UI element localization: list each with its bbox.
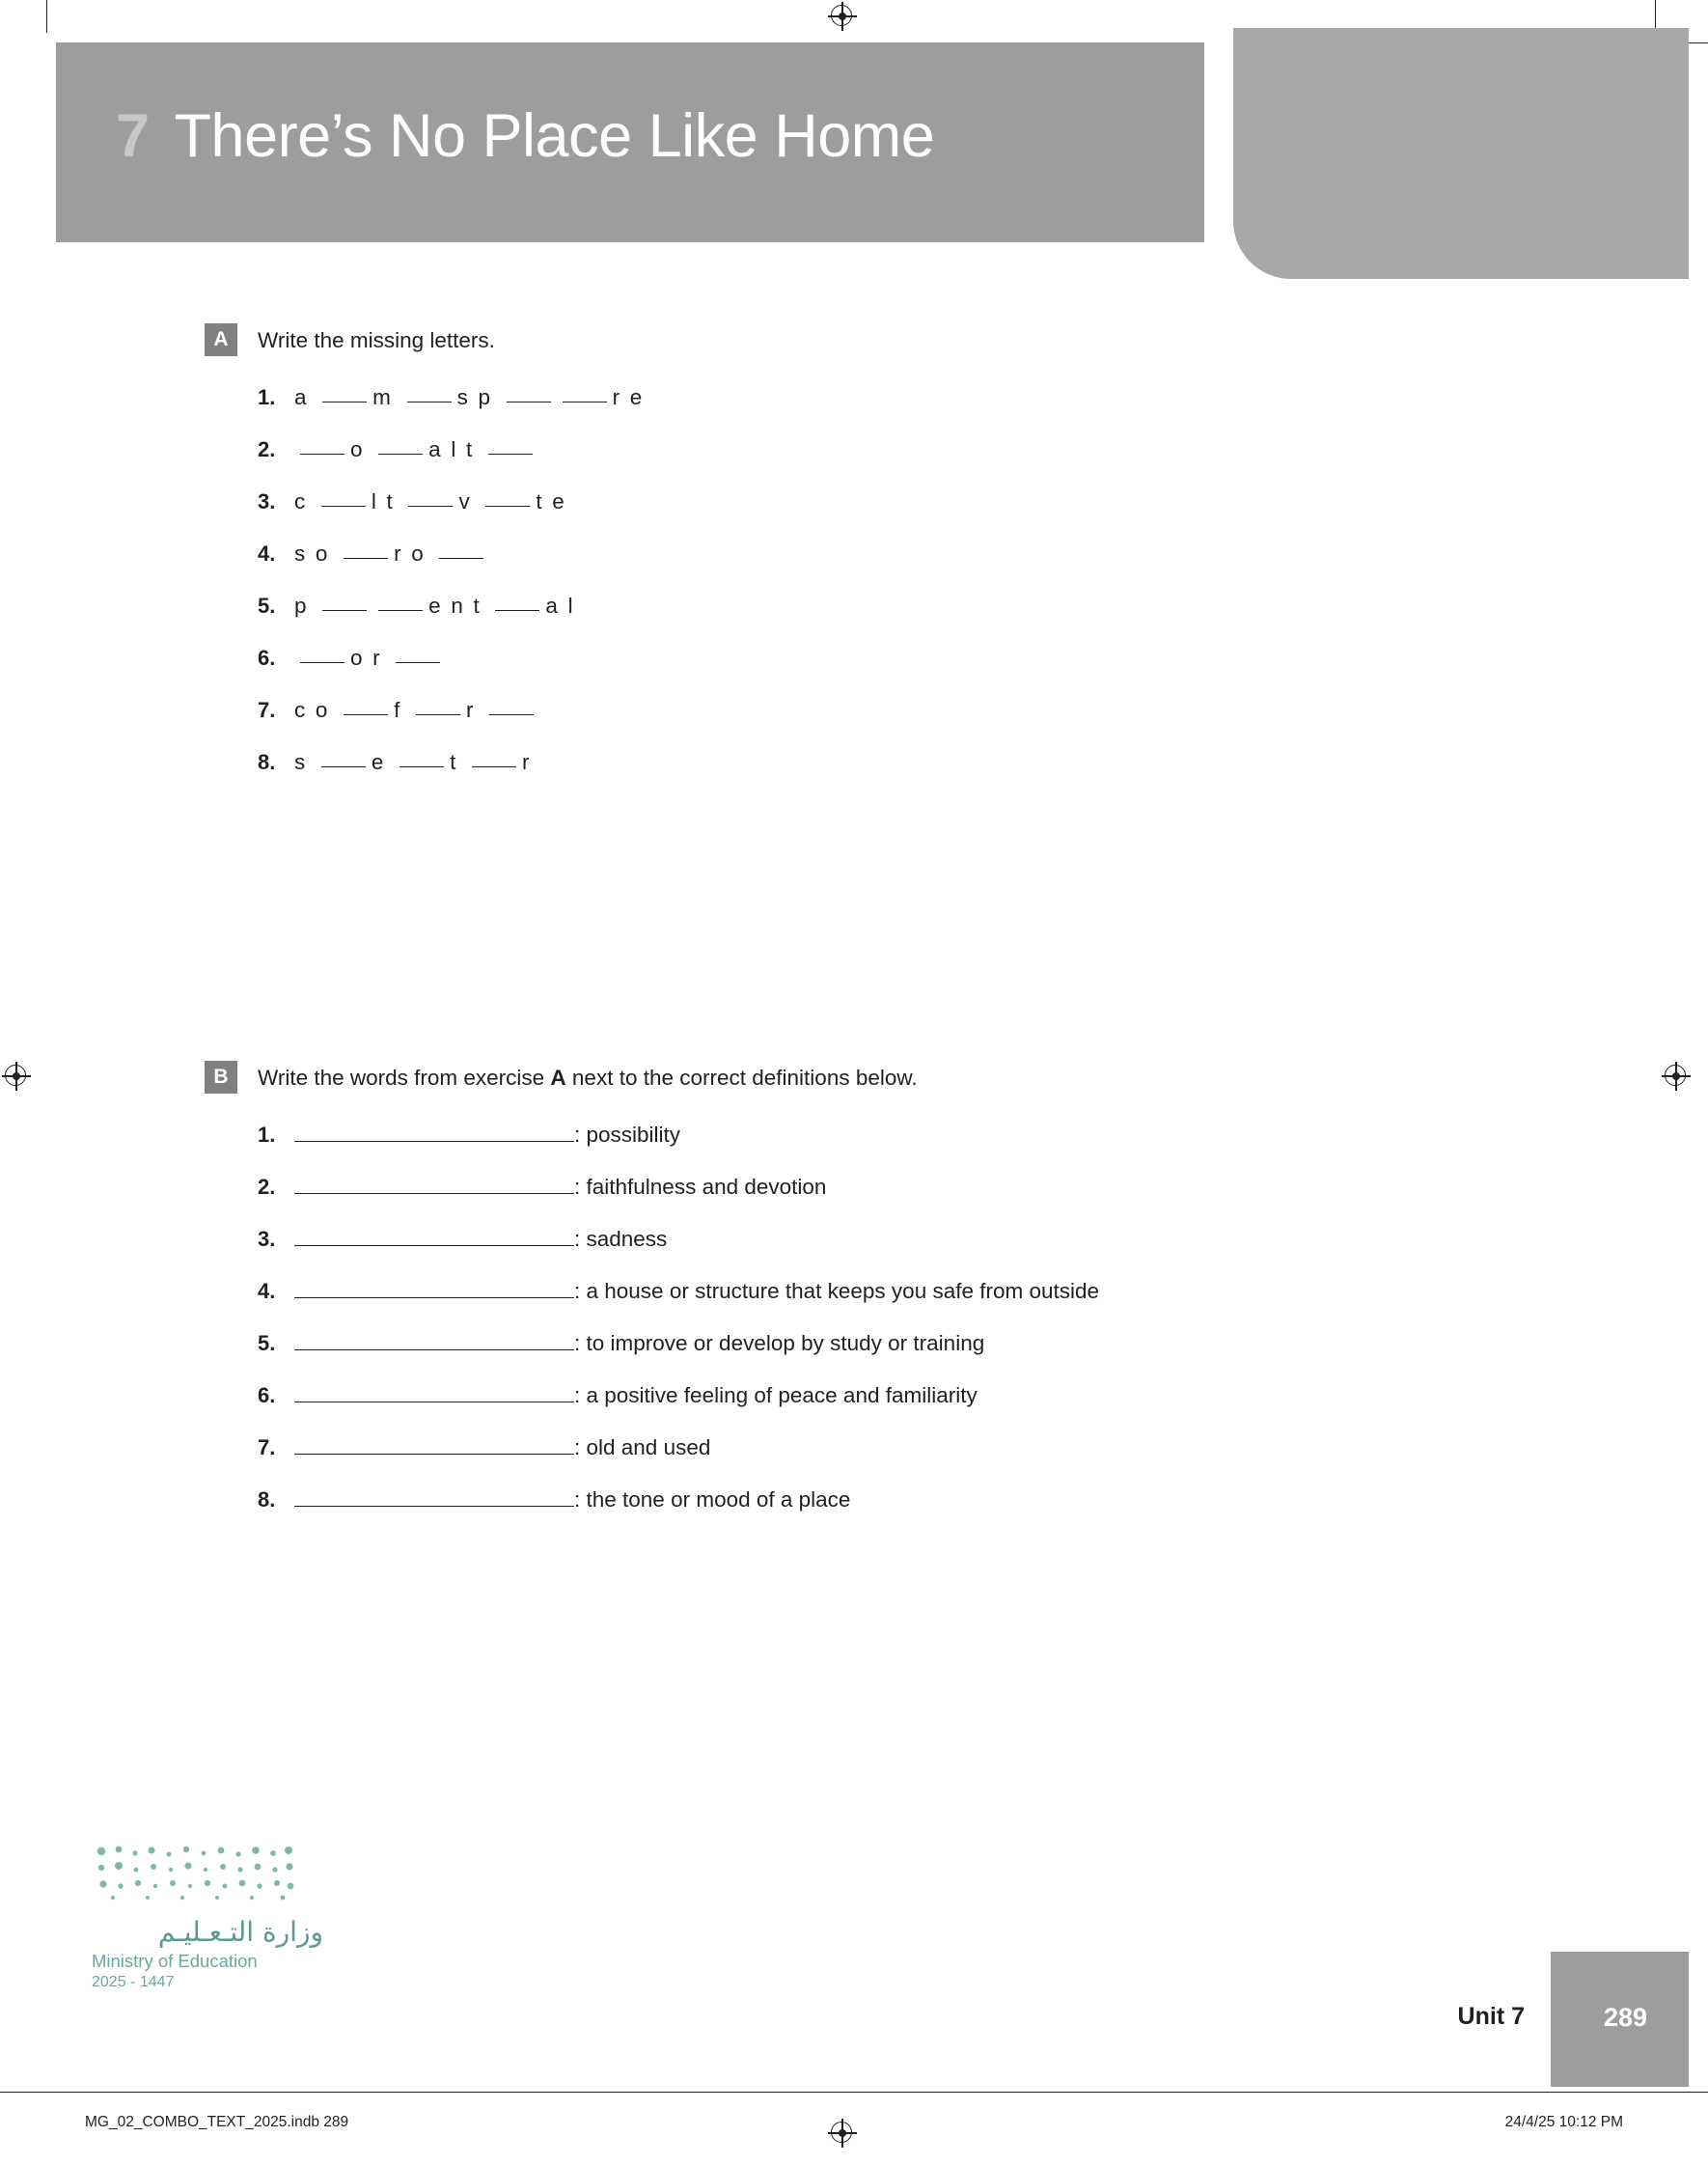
- definition-text: : sadness: [574, 1227, 668, 1251]
- answer-blank[interactable]: [378, 610, 423, 611]
- registration-mark-left: [2, 1062, 31, 1091]
- unit-number: 7: [116, 102, 150, 170]
- definition-text: : a house or structure that keeps you safe from outside: [574, 1279, 1100, 1303]
- item-number: 4.: [258, 1279, 276, 1303]
- letter-group: p: [294, 594, 309, 618]
- answer-blank[interactable]: [294, 1349, 574, 1350]
- item-number: 1.: [258, 1123, 276, 1147]
- exercise-b-item: [258, 1383, 1536, 1435]
- exercise-a-item: [258, 750, 1536, 802]
- item-number: 4.: [258, 541, 276, 566]
- exercise-a-item: [258, 489, 1536, 541]
- answer-blank[interactable]: [294, 1297, 574, 1298]
- exercise-b-items: [258, 1123, 1536, 1540]
- letter-group: e n t: [428, 594, 482, 618]
- letter-group: f: [394, 698, 402, 722]
- missing-letters-sequence: [294, 541, 489, 567]
- answer-blank[interactable]: [416, 714, 460, 715]
- answer-blank[interactable]: [472, 766, 516, 767]
- exercise-a-item: [258, 698, 1536, 750]
- answer-blank[interactable]: [344, 558, 388, 559]
- letter-group: a l: [545, 594, 575, 618]
- answer-blank[interactable]: [300, 454, 344, 455]
- footer-print-stamp: 24/4/25 10:12 PM: [1504, 2114, 1623, 2130]
- missing-letters-sequence: [294, 437, 538, 462]
- item-number: 6.: [258, 646, 276, 670]
- item-number: 2.: [258, 437, 276, 461]
- item-number: 3.: [258, 1227, 276, 1251]
- exercise-b-item: [258, 1331, 1536, 1383]
- exercise-b-item: [258, 1279, 1536, 1331]
- answer-blank[interactable]: [495, 610, 539, 611]
- page-title: [116, 101, 934, 171]
- exercise-a-head: [205, 322, 1536, 356]
- answer-blank[interactable]: [294, 1193, 574, 1194]
- answer-blank[interactable]: [321, 766, 366, 767]
- answer-blank[interactable]: [378, 454, 423, 455]
- answer-blank[interactable]: [294, 1141, 574, 1142]
- part-band: [1233, 28, 1689, 279]
- letter-group: e: [371, 750, 386, 774]
- exercise-b-instruction-pre: Write the words from exercise: [258, 1066, 551, 1090]
- exercise-b-instruction-post: next to the correct definitions below.: [565, 1066, 918, 1090]
- answer-blank[interactable]: [399, 766, 444, 767]
- letter-group: a l t: [428, 437, 475, 461]
- item-number: 8.: [258, 1487, 276, 1512]
- exercise-b-instruction-bold: A: [550, 1066, 566, 1090]
- missing-letters-sequence: [294, 385, 645, 410]
- letter-group: s: [294, 750, 308, 774]
- logo-arabic-text: وزارة التـعـليـم: [157, 1916, 323, 1948]
- logo-english-text: Ministry of Education: [92, 1951, 258, 1971]
- registration-mark-right: [1662, 1062, 1691, 1091]
- footer-file-info: MG_02_COMBO_TEXT_2025.indb 289: [85, 2114, 349, 2130]
- answer-blank[interactable]: [294, 1454, 574, 1455]
- letter-group: r: [521, 750, 532, 774]
- letter-group: o r: [350, 646, 382, 670]
- answer-blank[interactable]: [294, 1506, 574, 1507]
- exercise-a-item: [258, 437, 1536, 489]
- answer-blank[interactable]: [294, 1245, 574, 1246]
- exercise-a-instruction: Write the missing letters.: [258, 328, 495, 352]
- letter-group: r: [465, 698, 476, 722]
- definition-text: : the tone or mood of a place: [574, 1487, 851, 1512]
- definition-text: : possibility: [574, 1123, 681, 1147]
- missing-letters-sequence: [294, 750, 532, 775]
- letter-group: v: [458, 489, 472, 513]
- answer-blank[interactable]: [489, 714, 534, 715]
- item-number: 3.: [258, 489, 276, 513]
- exercise-a-item: [258, 594, 1536, 646]
- item-number: 2.: [258, 1175, 276, 1199]
- definition-text: : a positive feeling of peace and familiarity: [574, 1383, 978, 1407]
- exercise-b-item: [258, 1123, 1536, 1175]
- letter-group: t e: [536, 489, 566, 513]
- exercise-a-item: [258, 646, 1536, 698]
- exercise-b-item: [258, 1487, 1536, 1540]
- answer-blank[interactable]: [300, 662, 344, 663]
- answer-blank[interactable]: [488, 454, 533, 455]
- letter-group: m: [372, 385, 394, 409]
- exercise-a-item: [258, 541, 1536, 594]
- letter-group: s o: [294, 541, 330, 566]
- exercise-b-badge: B: [205, 1061, 237, 1094]
- definition-text: : old and used: [574, 1435, 711, 1459]
- exercise-a: [205, 322, 1536, 802]
- exercise-b-item: [258, 1435, 1536, 1487]
- unit-title-text: There’s No Place Like Home: [174, 102, 935, 170]
- logo-years-text: 2025 - 1447: [92, 1974, 175, 1990]
- exercise-b-head: [205, 1060, 1536, 1094]
- answer-blank[interactable]: [396, 662, 440, 663]
- letter-group: r o: [394, 541, 426, 566]
- letter-group: l t: [371, 489, 396, 513]
- part-label: Part: [1463, 2047, 1536, 2089]
- unit-footer-label: Unit 7: [1457, 2003, 1525, 2030]
- letter-group: o: [350, 437, 365, 461]
- missing-letters-sequence: [294, 646, 446, 671]
- page-number: 289: [1603, 2003, 1647, 2032]
- exercise-a-items: [258, 385, 1536, 802]
- item-number: 6.: [258, 1383, 276, 1407]
- registration-mark-top: [828, 2, 857, 31]
- item-number: 5.: [258, 1331, 276, 1355]
- exercise-b-item: [258, 1175, 1536, 1227]
- answer-blank[interactable]: [322, 610, 367, 611]
- letter-group: c o: [294, 698, 330, 722]
- registration-mark-bottom: [828, 2119, 857, 2148]
- item-number: 5.: [258, 594, 276, 618]
- letter-group: c: [294, 489, 308, 513]
- letter-group: r e: [612, 385, 645, 409]
- exercise-b-instruction: [258, 1060, 918, 1092]
- letter-group: s p: [456, 385, 493, 409]
- answer-blank[interactable]: [408, 506, 453, 507]
- footer-divider: [0, 2092, 1708, 2093]
- missing-letters-sequence: [294, 489, 566, 514]
- exercise-b: [205, 1060, 1536, 1540]
- letter-group: t: [450, 750, 458, 774]
- item-number: 7.: [258, 1435, 276, 1459]
- crop-mark-top-left: [46, 0, 47, 33]
- item-number: 1.: [258, 385, 276, 409]
- item-number: 7.: [258, 698, 276, 722]
- missing-letters-sequence: [294, 594, 575, 619]
- missing-letters-sequence: [294, 698, 539, 723]
- definition-text: : faithfulness and devotion: [574, 1175, 827, 1199]
- answer-blank[interactable]: [485, 506, 530, 507]
- logo-dots-icon: [92, 1842, 299, 1901]
- exercise-a-badge: A: [205, 323, 237, 356]
- answer-blank[interactable]: [321, 506, 366, 507]
- ministry-logo: [92, 1842, 323, 1991]
- definition-text: : to improve or develop by study or training: [574, 1331, 985, 1355]
- answer-blank[interactable]: [439, 558, 483, 559]
- exercise-a-item: [258, 385, 1536, 437]
- letter-group: a: [294, 385, 309, 409]
- item-number: 8.: [258, 750, 276, 774]
- answer-blank[interactable]: [344, 714, 388, 715]
- exercise-b-item: [258, 1227, 1536, 1279]
